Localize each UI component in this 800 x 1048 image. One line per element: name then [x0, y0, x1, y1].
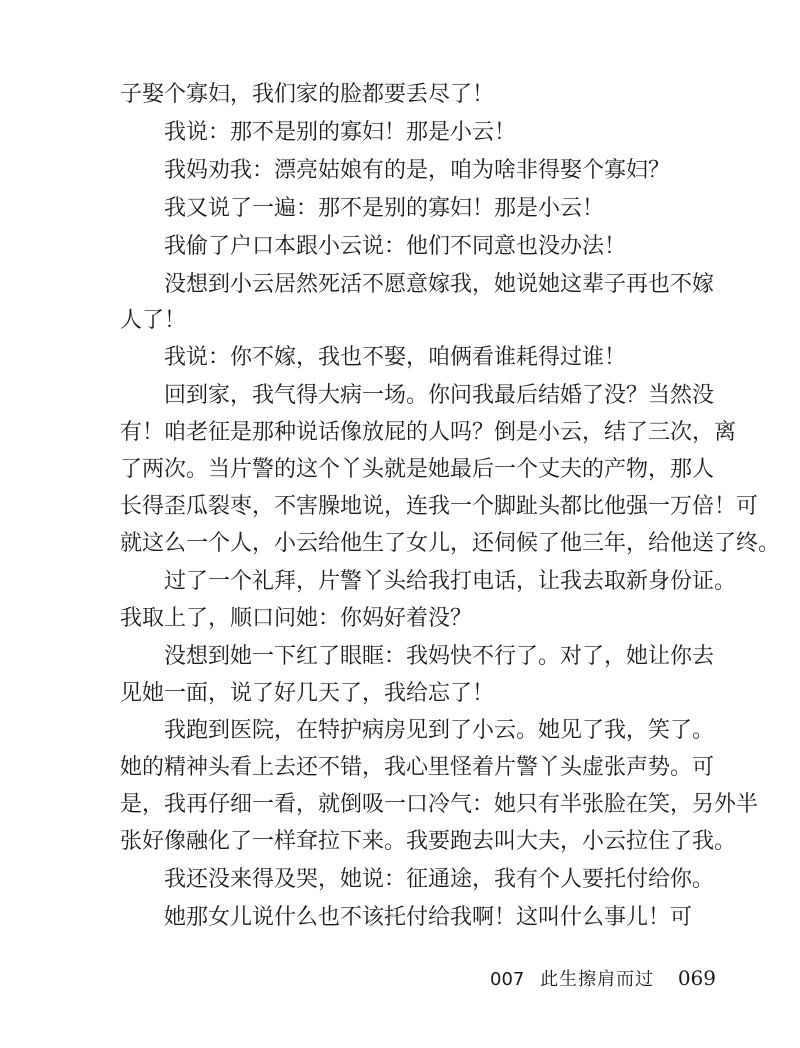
chapter-number: 007: [490, 969, 525, 990]
text-line: 我跑到医院，在特护病房见到了小云。她见了我，笑了。: [164, 718, 715, 743]
text-line: 她那女儿说什么也不该托付给我啊！这叫什么事儿！可: [164, 905, 693, 930]
text-line: 她的精神头看上去还不错，我心里怪着片警丫头虚张声势。可: [120, 755, 715, 780]
chapter-title: 此生擦肩而过: [540, 969, 655, 990]
text-line: 我取上了，顺口问她：你妈好着没？: [120, 606, 473, 631]
page-number: 069: [677, 966, 717, 990]
text-line: 长得歪瓜裂枣，不害臊地说，连我一个脚趾头都比他强一万倍！可: [120, 494, 759, 519]
text-line: 过了一个礼拜，片警丫头给我打电话，让我去取新身份证。: [164, 569, 737, 594]
text-line: 我又说了一遍：那不是别的寡妇！那是小云！: [164, 196, 605, 221]
text-line: 是，我再仔细一看，就倒吸一口冷气：她只有半张脸在笑，另外半: [120, 792, 759, 817]
text-line: 我偷了户口本跟小云说：他们不同意也没办法！: [164, 234, 627, 259]
text-line: 回到家，我气得大病一场。你问我最后结婚了没？当然没: [164, 383, 715, 408]
page-footer: [490, 966, 716, 992]
text-line: 了两次。当片警的这个丫头就是她最后一个丈夫的产物，那人: [120, 457, 715, 482]
text-line: 没想到小云居然死活不愿意嫁我，她说她这辈子再也不嫁: [164, 272, 715, 297]
text-line: 有！咱老征是那种说话像放屁的人吗？倒是小云，结了三次，离: [120, 420, 737, 445]
text-line: 我说：那不是别的寡妇！那是小云！: [164, 120, 517, 145]
text-line: 就这么一个人，小云给他生了女儿，还伺候了他三年，给他送了终。: [120, 531, 781, 556]
text-line: 我妈劝我：漂亮姑娘有的是，咱为啥非得娶个寡妇？: [164, 158, 671, 183]
text-line: 没想到她一下红了眼眶：我妈快不行了。对了，她让你去: [164, 644, 715, 669]
text-line: 人了！: [120, 308, 187, 333]
text-line: 见她一面，说了好几天了，我给忘了！: [120, 681, 495, 706]
text-line: 子娶个寡妇，我们家的脸都要丢尽了！: [120, 82, 495, 107]
text-line: 张好像融化了一样耷拉下来。我要跑去叫大夫，小云拉住了我。: [120, 829, 737, 854]
text-line: 我还没来得及哭，她说：征通途，我有个人要托付给你。: [164, 867, 715, 892]
text-line: 我说：你不嫁，我也不娶，咱俩看谁耗得过谁！: [164, 345, 627, 370]
